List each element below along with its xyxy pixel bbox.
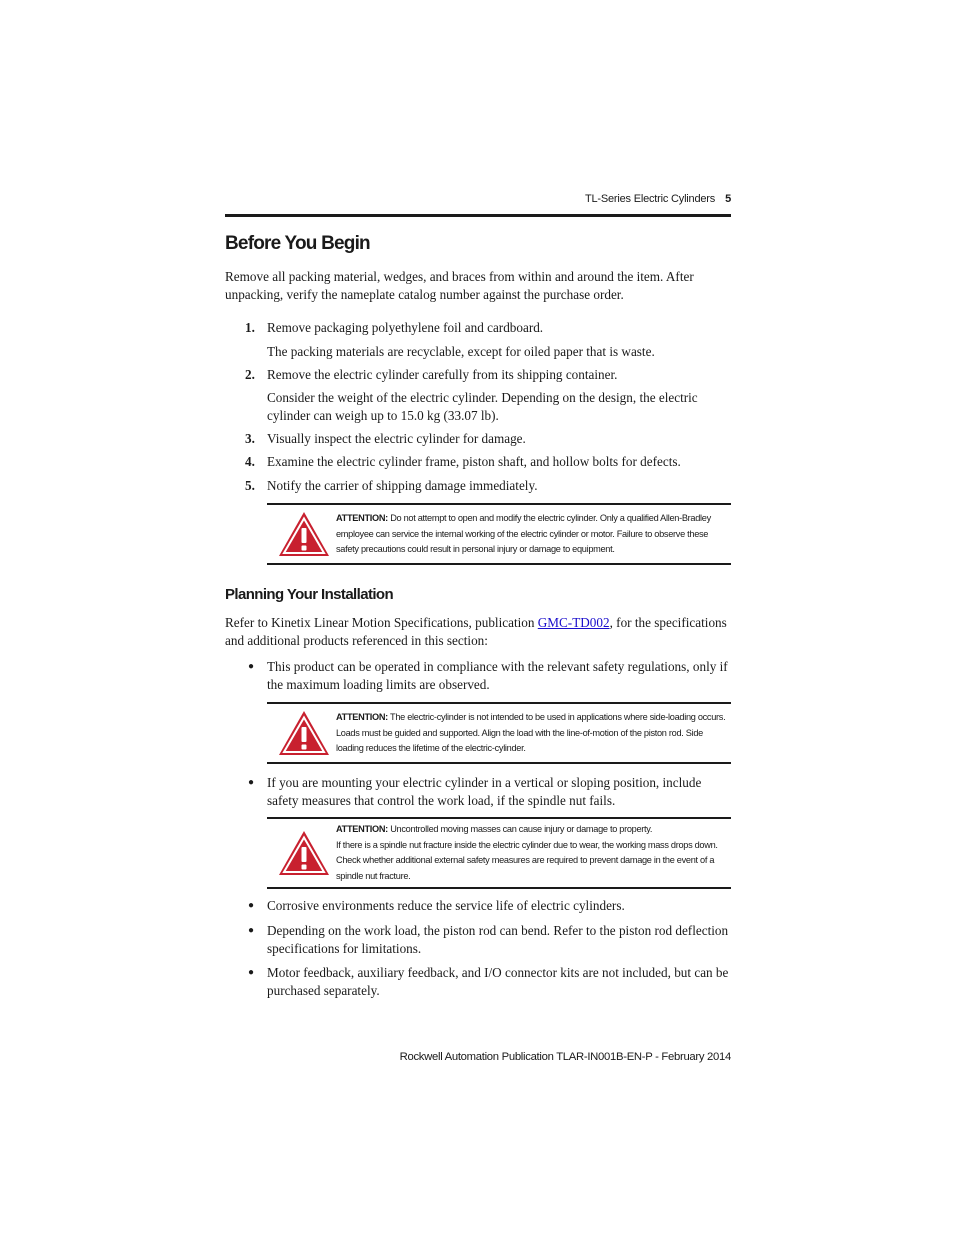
step-number: 1. <box>245 320 255 335</box>
step-text: Remove packaging polyethylene foil and cardboard. <box>267 320 544 335</box>
attention-label: ATTENTION: <box>336 824 388 834</box>
bullet-icon: ● <box>248 925 255 936</box>
step-5 <box>225 477 731 495</box>
bullet-text: Corrosive environments reduce the service life of electric cylinders. <box>267 898 625 913</box>
step-number: 2. <box>245 367 255 382</box>
step-number: 3. <box>245 431 255 446</box>
step-number: 4. <box>245 454 255 469</box>
bullet-piston-rod <box>225 922 731 957</box>
attention-label: ATTENTION: <box>336 712 388 722</box>
attention-box <box>267 503 731 565</box>
step-1 <box>225 319 731 337</box>
header-rule <box>225 214 731 217</box>
intro-text: Refer to Kinetix Linear Motion Specifications, publication <box>225 615 538 630</box>
step-4 <box>225 453 731 471</box>
bullet-text: Depending on the work load, the piston rod can bend. Refer to the piston rod deflection specifications for limitations. <box>267 923 729 956</box>
bullet-text: If you are mounting your electric cylinder in a vertical or sloping position, include safety measures that control the work load, if the spindle nut fails. <box>267 775 702 808</box>
running-header <box>225 193 731 205</box>
gmc-td002-link[interactable]: GMC-TD002 <box>537 615 610 630</box>
section-title-planning: Planning Your Installation <box>225 586 394 603</box>
attention-first-line <box>336 822 731 838</box>
bullet-text: This product can be operated in compliance with the relevant safety regulations, only if the maximum loading limits are observed. <box>267 659 728 692</box>
attention-box-spindle-nut <box>267 817 731 889</box>
step-number: 5. <box>245 478 255 493</box>
page-number: 5 <box>725 193 731 205</box>
warning-triangle-icon <box>277 709 331 757</box>
step-text: Visually inspect the electric cylinder for damage. <box>267 431 526 446</box>
bullet-icon: ● <box>248 777 255 788</box>
step-3 <box>225 430 731 448</box>
step-text: Examine the electric cylinder frame, piston shaft, and hollow bolts for defects. <box>267 454 681 469</box>
attention-body: The electric-cylinder is not intended to be used in applications where side-loading occurs. Loads must be guided and supported. Align the load with the line-of-motion of the piston rod. Side loading reduces the lifetime of the electric-cylinder. <box>336 712 726 753</box>
bullet-icon: ● <box>248 900 255 911</box>
bullet-loading-limits <box>225 658 731 693</box>
attention-text <box>336 822 731 884</box>
attention-body: Do not attempt to open and modify the electric cylinder. Only a qualified Allen-Bradley employee can service the internal working of the electric cylinder or motor. Failure to observe these safety precautions could result in personal injury or damage to equipment. <box>336 513 711 554</box>
attention-body: If there is a spindle nut fracture inside the electric cylinder due to wear, the working mass drops down. Check whether additional external safety measures are required to prevent damage in the event of a spindle nut fracture. <box>336 839 718 881</box>
attention-text <box>336 511 731 558</box>
intro-paragraph: Remove all packing material, wedges, and braces from within and around the item. After unpacking, verify the nameplate catalog number against the purchase order. <box>225 269 694 302</box>
bullet-corrosive <box>225 897 731 915</box>
step-text: Notify the carrier of shipping damage immediately. <box>267 478 538 493</box>
attention-box-side-loading <box>267 702 731 764</box>
publication-footer: Rockwell Automation Publication TLAR-IN001B-EN-P - February 2014 <box>399 1051 731 1063</box>
running-title: TL-Series Electric Cylinders <box>584 193 716 205</box>
intro-text-cont: , for the specifications and additional products referenced in this section: <box>225 615 727 648</box>
step-2 <box>225 366 731 384</box>
bullet-icon: ● <box>248 661 255 672</box>
section-title-before-you-begin: Before You Begin <box>225 233 370 254</box>
planning-intro <box>225 614 731 649</box>
bullet-connector-kits <box>225 964 731 999</box>
bullet-icon: ● <box>248 967 255 978</box>
warning-triangle-icon <box>277 510 331 558</box>
bullet-text: Motor feedback, auxiliary feedback, and I/O connector kits are not included, but can be purchased separately. <box>267 965 729 998</box>
attention-label: ATTENTION: <box>336 513 388 523</box>
step-2-note: Consider the weight of the electric cylinder. Depending on the design, the electric cylinder can weigh up to 15.0 kg (33.07 lb). <box>267 390 698 423</box>
step-1-note: The packing materials are recyclable, except for oiled paper that is waste. <box>267 344 655 359</box>
warning-triangle-icon <box>277 829 331 877</box>
step-text: Remove the electric cylinder carefully from its shipping container. <box>267 367 618 382</box>
attention-text <box>336 710 731 757</box>
bullet-vertical-mounting <box>225 774 731 809</box>
attention-line1: Uncontrolled moving masses can cause injury or damage to property. <box>390 824 653 834</box>
